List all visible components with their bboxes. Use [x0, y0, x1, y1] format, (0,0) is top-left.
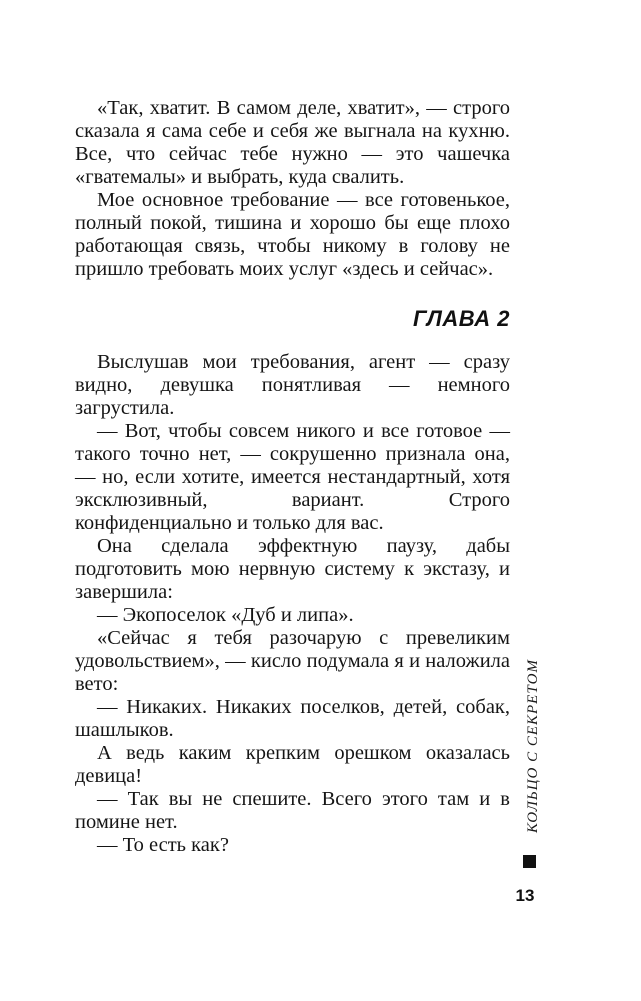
- paragraph: — То есть как?: [97, 834, 229, 856]
- running-title-vertical: КОЛЬЦО С СЕКРЕТОМ: [525, 658, 541, 834]
- paragraph: Она сделала эффектную паузу, дабы подготовить мою нервную систему к экстазу, и завершила:: [75, 535, 510, 603]
- paragraph: А ведь каким крепким орешком оказалась девица!: [75, 742, 510, 787]
- section-end-square-marker: [523, 855, 536, 868]
- chapter-heading: ГЛАВА 2: [413, 306, 510, 331]
- paragraph: — Никаких. Никаких поселков, детей, собак, шашлыков.: [75, 696, 510, 741]
- page-number: 13: [515, 886, 535, 905]
- paragraph: — Экопоселок «Дуб и липа».: [97, 604, 354, 626]
- body-text-block: [75, 97, 510, 857]
- paragraph: «Так, хватит. В самом деле, хватит», — строго сказала я сама себе и себя же выгнала на кухню. Все, что сейчас тебе нужно — это чашечка «гватемалы» и выбрать, куда свалить.: [75, 97, 510, 188]
- paragraph: Выслушав мои требования, агент — сразу видно, девушка понятливая — немного загрустила.: [75, 351, 510, 419]
- paragraph: «Сейчас я тебя разочарую с превеликим удовольствием», — кисло подумала я и наложила вето:: [75, 627, 510, 695]
- paragraph: — Вот, чтобы совсем никого и все готовое — такого точно нет, — сокрушенно признала она, — но, если хотите, имеется нестандартный, хотя эксклюзивный, вариант. Строго конфиденциально и только для вас.: [75, 420, 510, 534]
- paragraph: Мое основное требование — все готовенькое, полный покой, тишина и хорошо бы еще плохо работающая связь, чтобы никому в голову не пришло требовать моих услуг «здесь и сейчас».: [75, 189, 510, 280]
- paragraph: — Так вы не спешите. Всего этого там и в помине нет.: [75, 788, 510, 833]
